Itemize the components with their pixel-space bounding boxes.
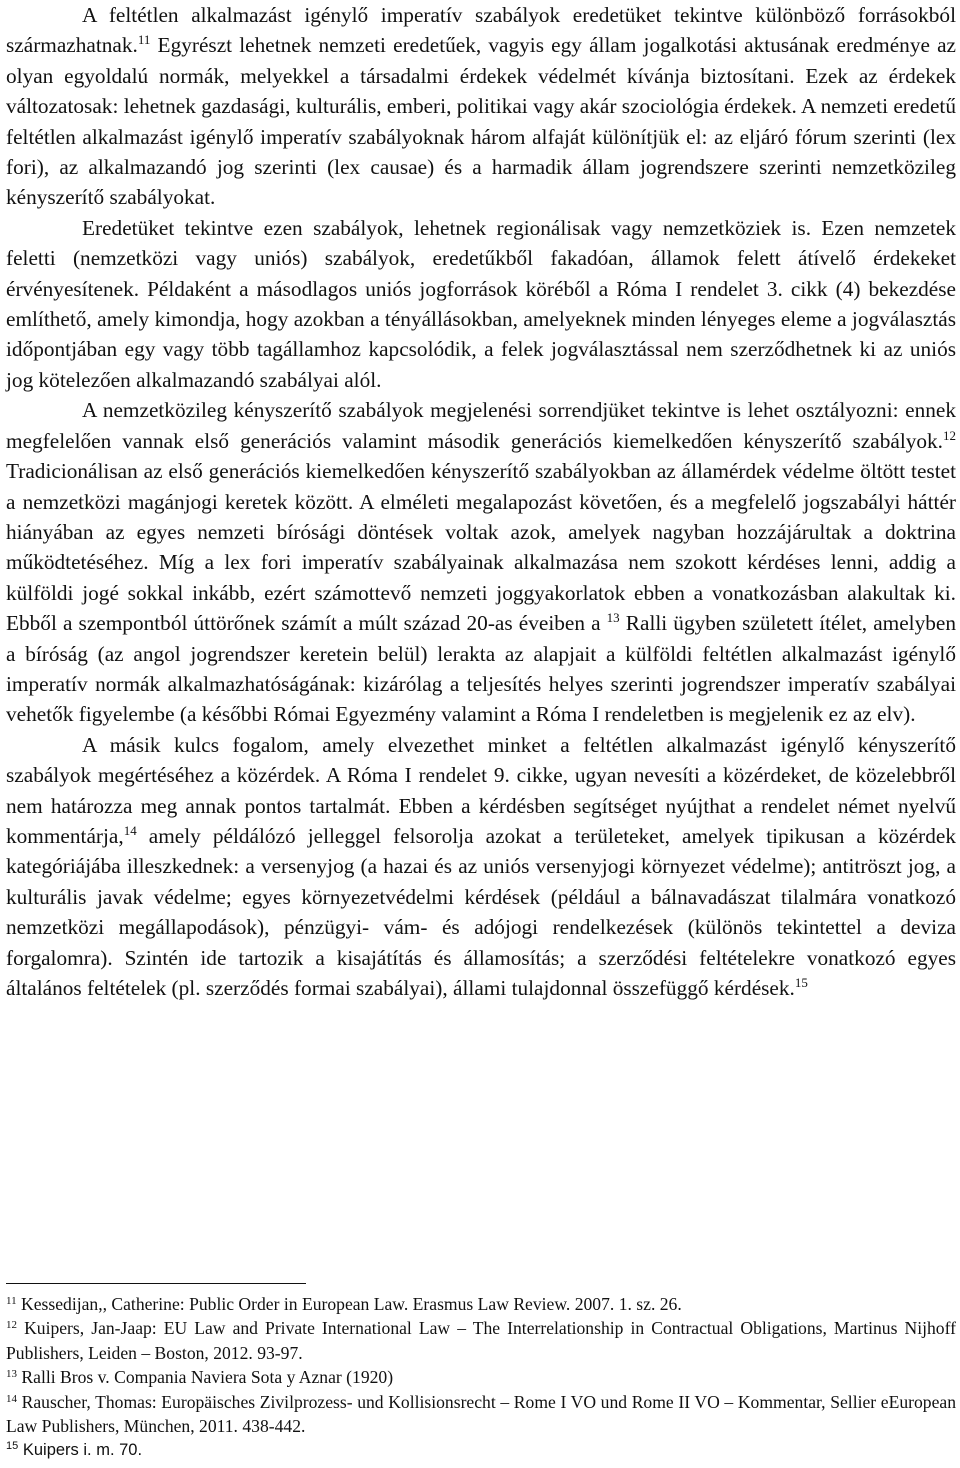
footnotes xyxy=(6,1292,956,1463)
footnote-number: 12 xyxy=(6,1319,17,1332)
footnote-ref-15[interactable]: 15 xyxy=(794,975,808,990)
footnote-text: Rauscher, Thomas: Europäisches Zivilprozess- und Kollisionsrecht – Rome I VO und Rome II VO – Kommentar, Sellier eEuropean Law Publishers, München, 2011. 438-442. xyxy=(6,1391,956,1437)
paragraph-4-text-2: amely példálózó jelleggel felsorolja azokat a területeket, amelyek tipikusan a közérdek kategóriájába illeszkednek: a versenyjog (a hazai és az uniós versenyjogi környezet védelme); antitröszt jog, a kulturális javak védelme; egyes környezetvédelmi kérdések (például a bálnavadászat tilalmára vonatkozó nemzetközi megállapodások), pénzügyi- vám- és adójogi rendelkezések (különös tekintettel a deviza forgalomra). Szintén ide tartozik a kisajátítás és államosítás; a szerződési feltételekre vonatkozó egyes általános feltételek (pl. szerződés formai szabályai), állami tulajdonnal összefüggő kérdések. xyxy=(6,823,956,1000)
footnote-ref-12[interactable]: 12 xyxy=(943,427,956,443)
paragraph-3 xyxy=(6,395,956,729)
footnote-ref-13[interactable]: 13 xyxy=(606,610,620,626)
footnote-number: 13 xyxy=(6,1368,17,1381)
paragraph-4-text-1: A másik kulcs fogalom, amely elvezethet minket a feltétlen alkalmazást igénylő kényszerítő szabályok megértéséhez a közérdek. A Róma I rendelet 9. cikke, ugyan nevesíti a közérdeket, de közelebbről nem határozza meg annak pontos tartalmát. Ebben a kérdésben segítséget nyújthat a rendelet német nyelvű kommentárja, xyxy=(6,732,956,848)
paragraph-3-text-1: A nemzetközileg kényszerítő szabályok megjelenési sorrendjüket tekintve is lehet osztályozni: ennek megfelelően vannak első generációs valamint második generációs kiemelkedően kényszerítő szabályok. xyxy=(6,398,956,453)
footnote-text: Ralli Bros v. Compania Naviera Sota y Aznar (1920) xyxy=(21,1367,394,1388)
paragraph-2 xyxy=(6,213,956,395)
footnote-ref-14[interactable]: 14 xyxy=(123,822,137,838)
paragraph-1-text-2: Egyrészt lehetnek nemzeti eredetűek, vagyis egy állam jogalkotási aktusának eredménye az olyan egyoldalú normák, melyekkel a társadalmi érdekek védelmét kívánja biztosítani. Ezek az érdekek változatosak: lehetnek gazdasági, kulturális, emberi, politikai vagy akár szociológia érdekek. A nemzeti eredetű feltétlen alkalmazást igénylő imperatív szabályoknak három alfaját különítjük el: az eljáró fórum szerinti (lex fori), az alkalmazandó jog szerinti (lex causae) és a harmadik állam jogrendszere szerinti nemzetközileg kényszerítő szabályokat. xyxy=(6,33,956,210)
footnote-text: Kessedijan,, Catherine: Public Order in European Law. Erasmus Law Review. 2007. 1. sz. 26. xyxy=(21,1294,682,1314)
footnote-text: Kuipers i. m. 70. xyxy=(22,1441,143,1460)
footnote-14 xyxy=(6,1390,956,1439)
footnote-text: Kuipers, Jan-Jaap: EU Law and Private International Law – The Interrelationship in Contractual Obligations, Martinus Nijhoff Publishers, Leiden – Boston, 2012. 93-97. xyxy=(6,1318,956,1363)
footnote-number: 11 xyxy=(6,1295,17,1307)
paragraph-2-text: Eredetüket tekintve ezen szabályok, lehetnek regionálisak vagy nemzetköziek is. Ezen nemzetek feletti (nemzetközi vagy uniós) szabályok, eredetűkből fakadóan, államok felett átívelő érdekeket érvényesítenek. Példaként a másodlagos uniós jogforrások köréből a Róma I rendelet 3. cikk (4) bekezdése említhető, amely kimondja, hogy azokban a tényállásokban, amelyeknek minden lényeges eleme a jogválasztás időpontjában egy vagy több tagállamhoz kapcsolódik, a felek jogválasztással nem szerződhetnek ki az uniós jog kötelezően alkalmazandó szabályai alól. xyxy=(6,215,956,392)
footnote-number: 15 xyxy=(6,1440,19,1453)
footnote-13 xyxy=(6,1365,956,1389)
footnote-12 xyxy=(6,1316,956,1365)
paragraph-1-text-1: A feltétlen alkalmazást igénylő imperatív szabályok eredetüket tekintve különböző forrásokból származhatnak. xyxy=(6,3,956,58)
body-text xyxy=(6,0,956,1003)
paragraph-3-text-3: Ralli ügyben született ítélet, amelyben a bíróság (az angol jogrendszer keretein belül) lerakta az alapjait a külföldi feltétlen alkalmazást igénylő imperatív normák alkalmazhatóságának: kizárólag a teljesítés helyes szerinti jogrendszer imperatív szabályai vehetők figyelembe (a későbbi Római Egyezmény valamint a Róma I rendeletben is megjelenik ez az elv). xyxy=(6,611,956,727)
footnote-ref-11[interactable]: 11 xyxy=(137,32,151,48)
paragraph-3-text-2: Tradicionálisan az első generációs kiemelkedően kényszerítő szabályokban az államérdek védelme öltött testet a nemzetközi magánjogi keretek között. A elméleti megalapozást követően, és a megfelelő jogszabályi háttér hiányában az egyes nemzeti bírósági döntések voltak azok, amelyek nagyban hozzájárultak a doktrina működtetéséhez. Míg a lex fori imperatív szabályainak alkalmazása nem szokott kérdéses lenni, addig a külföldi jogé sokkal inkább, ezért számottevő nemzeti joggyakorlatok ebben a vonatkozásban alakultak ki. Ebből a szempontból úttörőnek számít a múlt század 20-as éveiben a xyxy=(6,459,956,636)
footnote-number: 14 xyxy=(6,1392,17,1405)
paragraph-1 xyxy=(6,0,956,213)
footnote-separator xyxy=(6,1283,306,1284)
footnote-11 xyxy=(6,1292,956,1316)
footnote-15 xyxy=(6,1438,956,1462)
paragraph-4 xyxy=(6,730,956,1004)
